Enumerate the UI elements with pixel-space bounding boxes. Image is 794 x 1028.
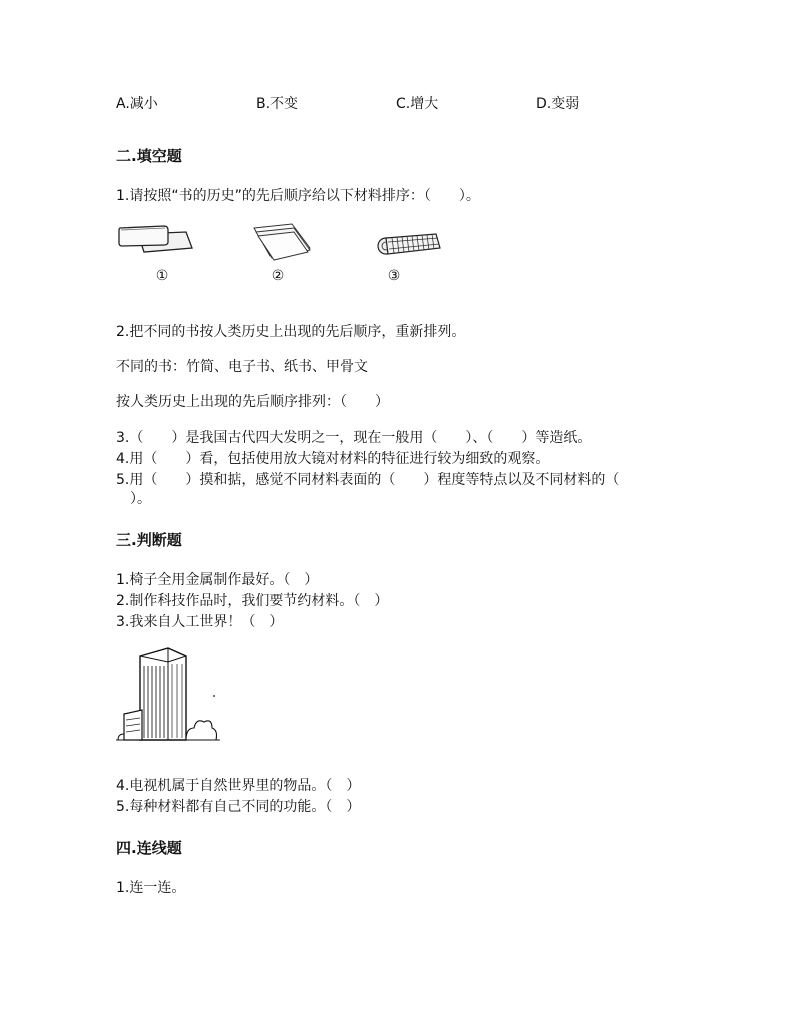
building-image [116,644,220,744]
figure-label-3: ③ [387,268,401,284]
question-3-1: 1.椅子全用金属制作最好。（ ） [116,572,319,588]
question-2-1: 1.请按照“书的历史”的先后顺序给以下材料排序：（ ）。 [116,188,480,204]
question-2-5-continued: ）。 [116,491,151,507]
option-d: D.变弱 [536,96,580,112]
question-3-4: 4.电视机属于自然世界里的物品。（ ） [116,778,361,794]
question-2-2: 2.把不同的书按人类历史上出现的先后顺序，重新排列。 [116,324,466,340]
option-b: B.不变 [256,96,299,112]
figure-label-2: ② [271,268,285,284]
question-3-5: 5.每种材料都有自己不同的功能。（ ） [116,799,361,815]
option-a: A.减小 [116,96,158,112]
question-4-1: 1.连一连。 [116,880,186,896]
section-heading-fill-blank: 二.填空题 [116,147,182,165]
question-2-4: 4.用（ ）看，包括使用放大镜对材料的特征进行较为细致的观察。 [116,451,550,467]
section-heading-true-false: 三.判断题 [116,531,182,549]
question-2-2-books: 不同的书：竹简、电子书、纸书、甲骨文 [116,359,368,375]
paper-stack-image [248,222,316,262]
clay-tablets-image [116,222,196,262]
question-2-3: 3.（ ）是我国古代四大发明之一，现在一般用（ ）、（ ）等造纸。 [116,430,592,446]
section-heading-matching: 四.连线题 [116,839,182,857]
figure-label-1: ① [155,268,169,284]
question-2-2-order: 按人类历史上出现的先后顺序排列：（ ） [116,394,389,410]
option-c: C.增大 [396,96,439,112]
question-2-5: 5.用（ ）摸和掂，感觉不同材料表面的（ ）程度等特点以及不同材料的（ [116,472,620,488]
bamboo-slips-image [376,228,442,262]
question-3-3: 3.我来自人工世界！（ ） [116,614,284,630]
question-3-2: 2.制作科技作品时，我们要节约材料。（ ） [116,593,389,609]
